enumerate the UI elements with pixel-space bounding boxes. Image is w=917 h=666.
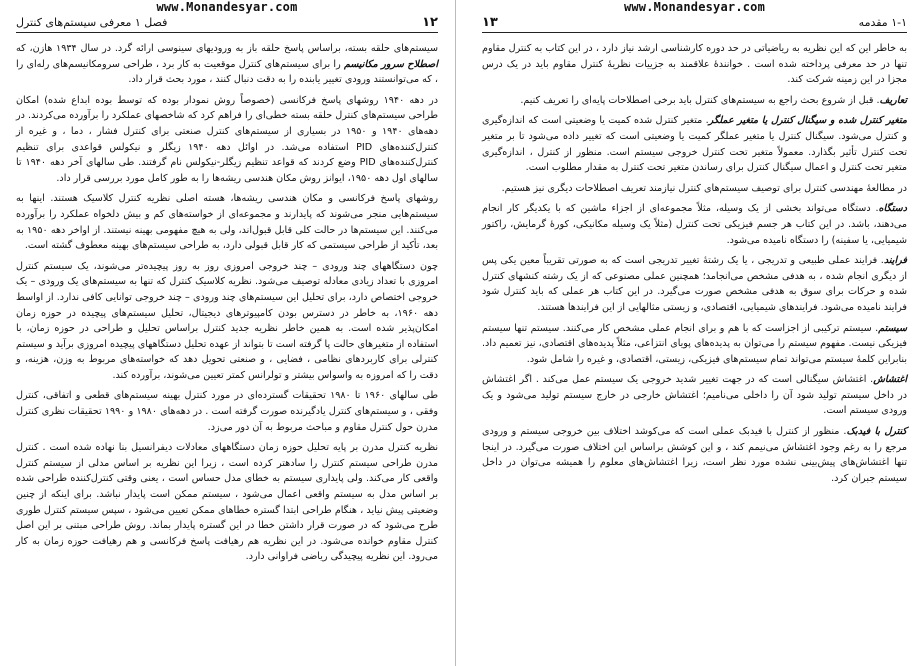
paragraph: به خاطر این که این نظریه به ریاضیاتی در حد دوره کارشناسی ارشد نیاز دارد ، در این کتاب به کنترل مقاوم تنها در حد معرفی پرداخته شده است . خوانندهٔ علاقمند به جزییات نظریهٔ کنترل مقاوم باید در یک درس مجزا در این زمینه شرکت کند. [482, 43, 907, 86]
watermark-right: www.Monandesyar.com [623, 0, 766, 14]
paragraph-feedback-control: کنترل با فیدبک. منظور از کنترل با فیدبک عملی است که می‌کوشد اختلاف بین خروجی سیستم و ورودی مرجع را به رغم وجود اغتشاش می‌نیمم کند ، و این کوشش براساس این اختلاف صورت می‌گیرد. در اینجا تنها اغتشاش‌های پیش‌بینی نشده مورد نظر است، زیرا اغتشاش‌های معلوم را همیشه می‌توان در داخل سیستم جبران کرد. [482, 426, 908, 484]
paragraph-system: سیستم. سیستم ترکیبی از اجزاست که با هم و برای انجام عملی مشخص کار می‌کنند. سیستم تنها سیستم فیزیکی نیست. مفهوم سیستم را می‌توان به پدیده‌های پویای انتزاعی، مثلاً پدیده‌های اقتصادی، نیز تعمیم داد. بنابراین کلمهٔ سیستم می‌تواند تمام سیستم‌های فیزیکی، زیستی، اقتصادی، و غیره را شامل شود. [482, 322, 907, 365]
paragraph: در دهه ۱۹۴۰ روشهای پاسخ فرکانسی (خصوصاً روش نمودار بوده که توسط بوده ابداع شده) امکان طراحی سیستم‌های کنترل حلقه بسته خطی‌ای را فراهم کرد که شاخصهای عملکرد را برآورده می‌کردند. در دهه‌های ۱۹۴۰ و ۱۹۵۰ در بسیاری از سیستم‌های کنترل صنعتی برای کنترل فشار ، دما ، و غیره از کنترل‌کننده‌های PID استفاده می‌شد. در اوائل دهه ۱۹۴۰ زیگلر و نیکولس قواعدی برای تنظیم کنترل‌کننده‌های PID وضع کردند که قواعد تنظیم زیگلر-نیکولس نام گرفتند. طی سالهای آخر دهه ۱۹۴۰ تا سالهای اول دهه ۱۹۵۰، ایوانز روش مکان هندسی ریشه‌ها را به طور کامل مورد بررسی قرار داد. [16, 94, 439, 184]
term-system: سیستم [878, 322, 907, 334]
watermark-left: www.Monandesyar.com [156, 0, 298, 14]
paragraph-controlled-variable: متغیر کنترل شده و سیگنال کنترل یا متغیر عملگر. متغیر کنترل شده کمیت یا وضعیتی است که اندازه‌گیری و کنترل می‌شود. سیگنال کنترل یا متغیر عملگر کمیت یا وضعیتی است که تغییر داده می‌شود تا بر متغیر تحت کنترل تأثیر بگذارد. معمولاً متغیر تحت کنترل خروجی سیستم است. منظور از کنترل ، اندازه‌گیری متغیر تحت کنترل و اعمال سیگنال کنترل برای رساندن متغیر تحت کنترل به مقدار مطلوب است. [482, 115, 907, 174]
paragraph: روشهای پاسخ فرکانسی و مکان هندسی ریشه‌ها، هسته اصلی نظریه کنترل کلاسیک هستند. اینها به سیستم‌هایی منجر می‌شوند که پایدارند و مجموعه‌ای از خواسته‌های کم و بیش دلخواه عملکرد را برآورده می‌کنند. این سیستم‌ها در حالت کلی قابل قبول‌اند، ولی به هیچ مفهومی بهینه نیستند. از اواخر دهه ۱۹۵۰ به بعد، تأکید از طراحی سیستمی که کار قابل قبولی دارد، به طراحی سیستم‌های بهینه معطوف گشته است. [16, 193, 438, 252]
term-feedback-control: کنترل با فیدبک [846, 426, 908, 438]
paragraph: سیستم‌های حلقه بسته، براساس پاسخ حلقه باز به ورودیهای سینوسی ارائه گرد. در سال ۱۹۳۴ هازن، که اصطلاح سرور مکانیسم را برای سیستم‌های کنترل موقعیت به کار برد ، طراحی سرومکانیسم‌های رله‌ای را ، که می‌توانستند ورودی تغییر یابنده را به دقت دنبال کنند ، مورد بحث قرار داد. [16, 43, 438, 86]
paragraph: نظریه کنترل مدرن بر پایه تحلیل حوزه زمان دستگاههای معادلات دیفرانسیل بنا نهاده شده است . کنترل مدرن طراحی سیستم کنترل را سادهتر کرده است ، زیرا این نظریه بر اساس مدلی از سیستم کنترل واقعی کار می‌کند. ولی پایداری سیستم به خطای مدل حساس است ، یعنی وقتی کنترل‌کننده طراحی شده بر اساس مدل به سیستم واقعی اعمال می‌شود ، سیستم ممکن است پایدار نباشد. برای اینکه از چنین وضعیتی پیش نیاید ، هنگام طراحی ابتدا گستره خطاهای ممکن تعیین می‌شود ، سپس سیستم کنترل طوری طرح می‌شود که در صورت قرار داشتن خطا در این گستره پایدار بماند. روش طراحی مبتنی بر این اصل کنترل مقاوم خوانده می‌شود. در این نظریه هم رهیافت پاسخ فرکانسی و هم رهیافت حوزه زمان به کار می‌رود. این نظریه پیچیدگی ریاضی فراوانی دارد. [16, 442, 438, 563]
term-highlight: اصطلاح سرور مکانیسم [343, 58, 438, 70]
left-page [0, 0, 452, 666]
chapter-title: فصل ۱ معرفی سیستم‌های کنترل [16, 16, 168, 29]
paragraph: در مطالعهٔ مهندسی کنترل برای توصیف سیستم‌های کنترل نیازمند تعریف اصطلاحات دیگری نیز هستیم. [501, 182, 907, 194]
running-header-left [16, 14, 438, 33]
term-plant: دستگاه [878, 203, 907, 215]
term-controlled-variable: متغیر کنترل شده و سیگنال کنترل یا متغیر عملگر [708, 115, 907, 127]
paragraph-plant: دستگاه. دستگاه می‌تواند بخشی از یک وسیله، مثلاً مجموعه‌ای از اجزاء ماشین که با یکدیگر کار انجام می‌دهند، باشد. در این کتاب هر جسم فیزیکی تحت کنترل (مثلاً یک وسیله مکانیکی، کورهٔ گرمایش، راکتور شیمیایی، یا سفینه) را دستگاه نامیده می‌شود. [482, 203, 907, 246]
page-gutter [455, 0, 456, 666]
term-process: فرایند [883, 255, 907, 267]
left-page-body [16, 41, 438, 565]
paragraph-process: فرایند. فرایند عملی طبیعی و تدریجی ، یا یک رشتهٔ تغییر تدریجی است که به صورتی تقریباً معین یکی پس از دیگری انجام شده ، به هدفی مشخص می‌انجامد؛ همچنین عملی مصنوعی که از یک رشته کنشهای کنترل شده و حرکات برای سوق به هدفی مشخص صورت می‌گیرد. در این کتاب هر عملی که باید کنترل شود فرایند نامیده می‌شود. فرایندهای شیمیایی، اقتصادی، و زیستی مثالهایی از این فرایندها هستند. [482, 255, 907, 313]
right-page [462, 0, 917, 666]
right-page-body [482, 41, 907, 486]
paragraph: طی سالهای ۱۹۶۰ تا ۱۹۸۰ تحقیقات گسترده‌ای در مورد کنترل بهینه سیستم‌های قطعی و اتفاقی، کنترل وفقی ، و سیستم‌های کنترل یادگیرنده صورت گرفته است . در دهه‌های ۱۹۸۰ و ۱۹۹۰ تحقیقات نظری کنترل مدرن حول کنترل مقاوم و مباحث مربوط به آن دور می‌زد. [16, 390, 438, 433]
running-header-right [482, 14, 907, 33]
paragraph: چون دستگاههای چند ورودی – چند خروجی امروزی روز به روز پیچیده‌تر می‌شوند، یک سیستم کنترل امروزی با تعداد زیادی معادله توصیف می‌شود. نظریه کلاسیک کنترل که تنها به سیستم‌های یک ورودی – یک خروجی اختصاص دارد، برای تحلیل این سیستم‌های چند ورودی – چند خروجی توانایی کافی ندارد. از اواسط دهه ۱۹۶۰، به خاطر در دسترس بودن کامپیوترهای دیجیتال، تحلیل سیستم‌های پیچیده در حوزه زمان امکان‌پذیر شده است. به همین خاطر نظریه جدید کنترل براساس تحلیل و طراحی در حوزه زمان، با استفاده از متغیرهای حالت پا گرفته است تا بتواند از عهده تحلیل دستگاههای پیچیده امروزی برآید و سیستم کنترلی برای کاربردهای نظامی ، فضایی ، و صنعتی تحویل دهد که خواسته‌های مربوط به وزن، هزینه، و دقت را که امروزه به واسواس بیشتر و تولرانس کمتر تعیین می‌شوند، برآورده کند. [16, 260, 438, 381]
paragraph-definitions: تعاریف. قبل از شروع بحث راجع به سیستم‌های کنترل باید برخی اصطلاحات پایه‌ای را تعریف کنیم. [520, 94, 907, 106]
term-definitions: تعاریف [879, 94, 907, 106]
term-disturbance: اغتشاش [873, 374, 907, 386]
paragraph-disturbance: اغتشاش. اغتشاش سیگنالی است که در جهت تغییر شدید خروجی یک سیستم عمل می‌کند . اگر اغتشاش در داخل سیستم تولید شود آن را داخلی می‌نامیم؛ اغتشاش خارجی در خارج سیستم تولید می‌شود و یک ورودی سیستم است. [482, 374, 907, 417]
page-number-left: ۱۲ [422, 15, 438, 30]
page-number-right: ۱۳ [482, 15, 498, 30]
section-title: ۱-۱ مقدمه [858, 16, 907, 29]
